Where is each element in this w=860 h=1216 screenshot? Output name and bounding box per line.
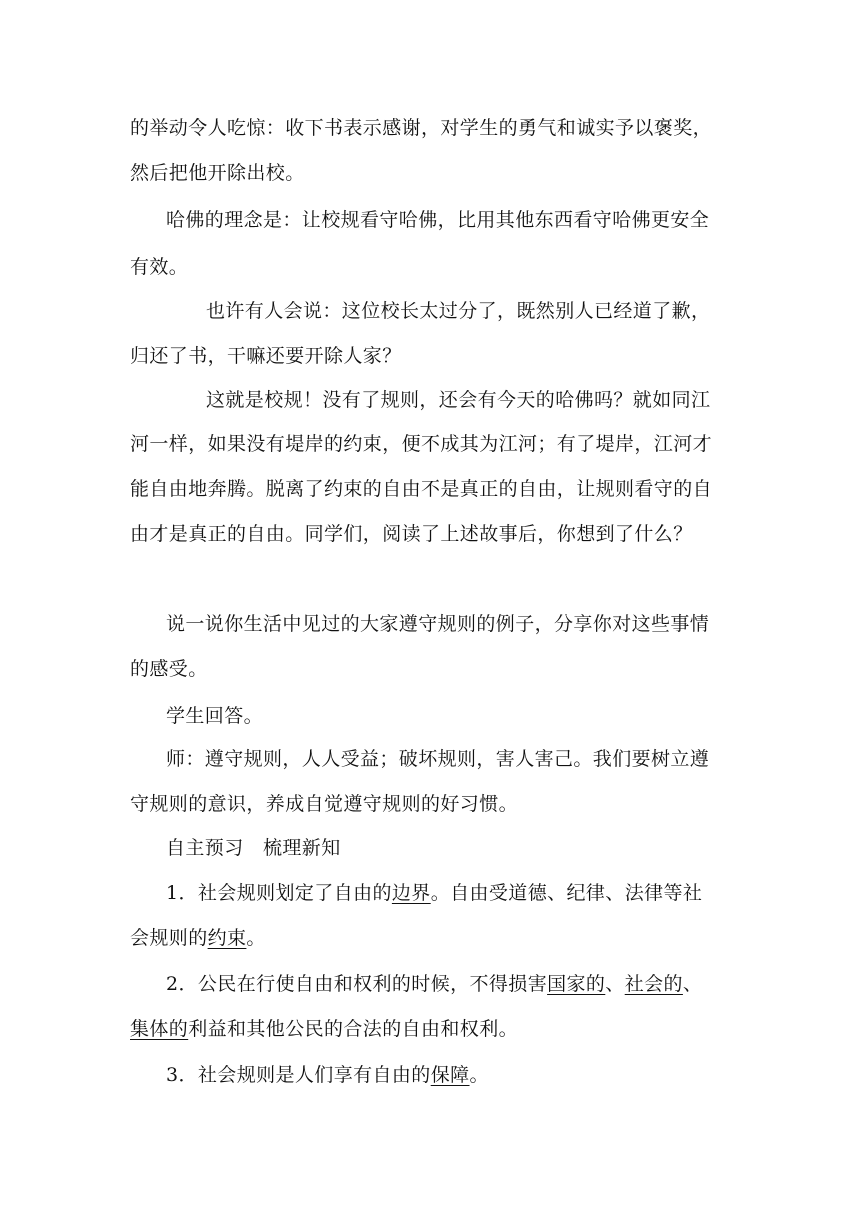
text-line: 然后把他开除出校。 — [130, 162, 305, 184]
section-heading: 自主预习 梳理新知 — [166, 837, 341, 859]
text-line: 有效。 — [130, 256, 189, 278]
list-item-2-line-1: 2．公民在行使自由和权利的时候，不得损害国家的、社会的、 — [166, 973, 703, 995]
text-line: 守规则的意识，养成自觉遵守规则的好习惯。 — [130, 793, 519, 815]
answer-blank: 约束 — [207, 927, 247, 949]
text-line: 这就是校规！没有了规则，还会有今天的哈佛吗？就如同江 — [206, 389, 711, 411]
text-line: 能自由地奔腾。脱离了约束的自由不是真正的自由，让规则看守的自 — [130, 478, 713, 500]
answer-blank: 集体的 — [130, 1018, 189, 1040]
list-item-2-line-2: 集体的利益和其他公民的合法的自由和权利。 — [130, 1018, 519, 1040]
answer-blank: 国家的 — [547, 973, 606, 995]
text-line: 师：遵守规则，人人受益；破坏规则，害人害己。我们要树立遵 — [166, 748, 710, 770]
answer-blank: 边界 — [391, 882, 431, 904]
text-line: 学生回答。 — [166, 705, 264, 727]
list-item-3: 3．社会规则是人们享有自由的保障。 — [166, 1064, 489, 1086]
text-line: 也许有人会说：这位校长太过分了，既然别人已经道了歉， — [206, 300, 711, 322]
answer-blank: 保障 — [430, 1064, 470, 1086]
text-line: 的举动令人吃惊：收下书表示感谢，对学生的勇气和诚实予以褒奖， — [130, 117, 713, 139]
text-line: 由才是真正的自由。同学们，阅读了上述故事后，你想到了什么？ — [130, 523, 693, 545]
text-line: 河一样，如果没有堤岸的约束，便不成其为江河；有了堤岸，江河才 — [130, 433, 713, 455]
text-line: 的感受。 — [130, 658, 208, 680]
list-item-1-line-2: 会规则的约束。 — [130, 927, 266, 949]
text-line: 说一说你生活中见过的大家遵守规则的例子，分享你对这些事情 — [166, 613, 710, 635]
list-item-1-line-1: 1．社会规则划定了自由的边界。自由受道德、纪律、法律等社 — [166, 882, 703, 904]
answer-blank: 社会的 — [624, 973, 683, 995]
text-line: 哈佛的理念是：让校规看守哈佛，比用其他东西看守哈佛更安全 — [166, 209, 710, 231]
text-line: 归还了书，干嘛还要开除人家？ — [130, 345, 402, 367]
